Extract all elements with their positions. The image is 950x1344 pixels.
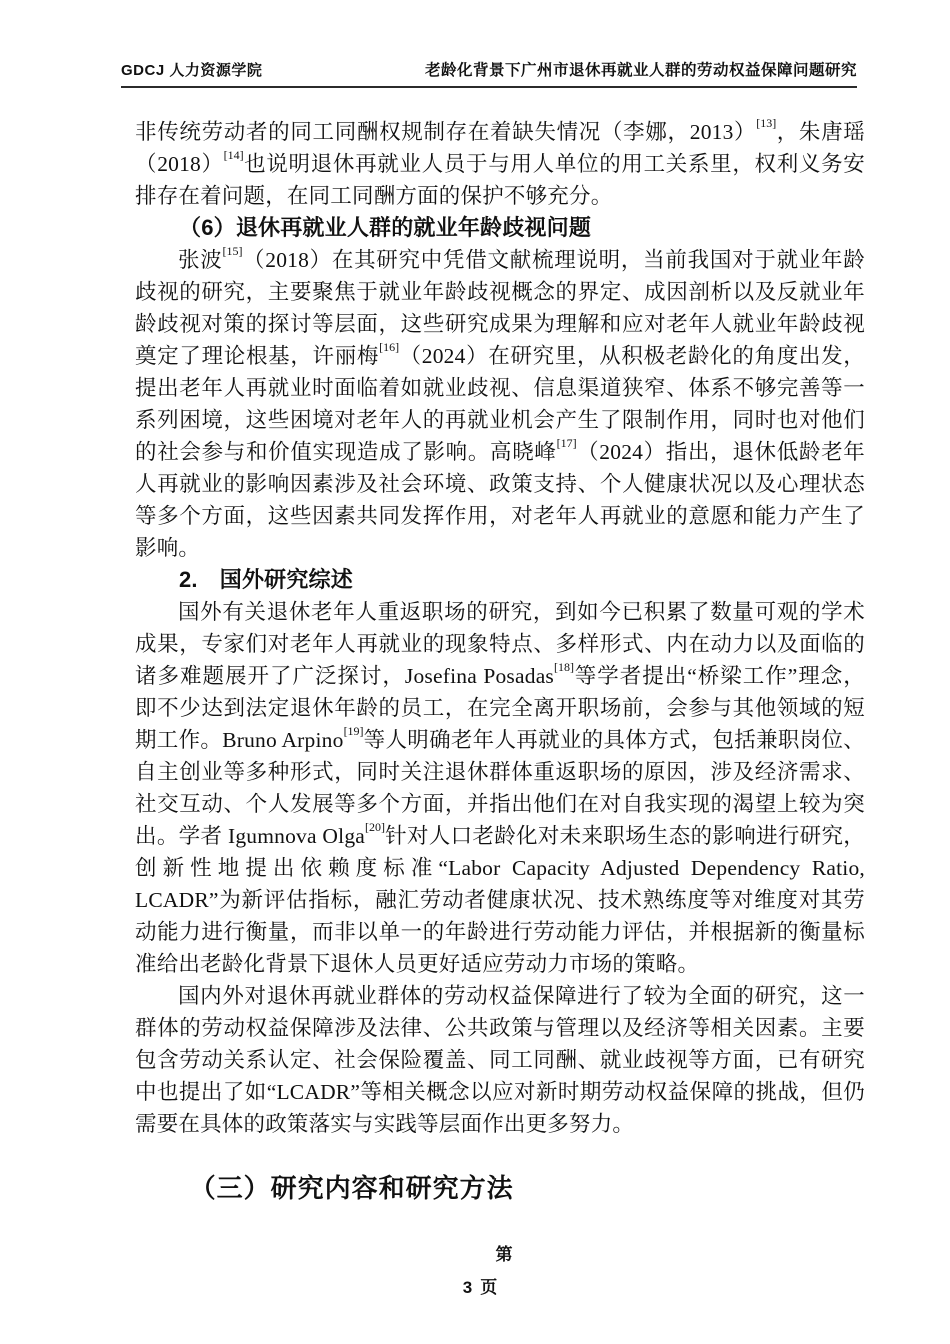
citation-19: [19]	[343, 724, 364, 738]
heading-age-discrimination: （6）退休再就业人群的就业年龄歧视问题	[179, 215, 592, 240]
citation-20: [20]	[365, 820, 386, 834]
heading-title: 国外研究综述	[219, 567, 353, 592]
paragraph-continuation	[135, 116, 865, 212]
text-run: 非传统劳动者的同工同酬权规制存在着缺失情况（李娜，2013）	[135, 120, 757, 144]
page-number-prefix: 第	[495, 1245, 513, 1264]
citation-17: [17]	[556, 436, 577, 450]
text-run: 张波	[178, 248, 223, 272]
header-thesis-title: 老龄化背景下广州市退休再就业人群的劳动权益保障问题研究	[424, 62, 857, 79]
page-number-line	[135, 1271, 865, 1304]
header-school-name: GDCJ 人力资源学院	[121, 62, 263, 79]
text-run: 针对人口老龄化对未来职场生态的影响进行研究，创新性地提出依赖度标准“Labor Capacity Adjusted Dependency Ratio, LCADR”为新评估指标，融汇劳动者健康状况、技术熟练度等对维度对其劳动能力进行衡量，而非以单一的年龄进行劳动能力评估，并根据新的衡量标准给出老龄化背景下退休人员更好适应劳动力市场的策略。	[135, 824, 865, 976]
heading-number: 2.	[179, 567, 198, 592]
paragraph-summary: 国内外对退休再就业群体的劳动权益保障进行了较为全面的研究，这一群体的劳动权益保障涉及法律、公共政策与管理以及经济等相关因素。主要包含劳动关系认定、社会保险覆盖、同工同酬、就业歧视等方面，已有研究中也提出了如“LCADR”等相关概念以应对新时期劳动权益保障的挑战，但仍需要在具体的政策落实与实践等层面作出更多努力。	[135, 984, 865, 1136]
text-run: （2024）指出，退休低龄老年人再就业的影响因素涉及社会环境、政策支持、个人健康状况以及心理状态等多个方面，这些因素共同发挥作用，对老年人再就业的意愿和能力产生了影响。	[135, 440, 865, 560]
text-run: 国外有关退休老年人重返职场的研究，到如今已积累了数量可观的学术成果，专家们对老年人再就业的现象特点、多样形式、内在动力以及面临的诸多难题展开了广泛探讨，Josefina Posadas	[135, 600, 865, 688]
document-body	[135, 116, 865, 1206]
text-run: ，朱唐瑶（2018）	[135, 120, 865, 176]
text-run: 也说明退休再就业人员于与用人单位的用工关系里，权利义务安排存在着问题，在同工同酬方面的保护不够充分。	[135, 152, 865, 208]
citation-15: [15]	[222, 244, 243, 258]
page-number: 3	[462, 1278, 473, 1297]
text-run: （2018）在其研究中凭借文献梳理说明，当前我国对于就业年龄歧视的研究，主要聚焦于就业年龄歧视概念的界定、成因剖析以及反就业年龄歧视对策的探讨等层面，这些研究成果为理解和应对老年人就业年龄歧视奠定了理论根基，许丽梅	[135, 248, 865, 368]
paragraph-domestic-age-discrimination	[135, 244, 865, 564]
citation-14: [14]	[223, 148, 244, 162]
page-header	[121, 58, 857, 88]
text-run: （2024）在研究里，从积极老龄化的角度出发，提出老年人再就业时面临着如就业歧视、信息渠道狭窄、体系不够完善等一系列困境，这些困境对老年人的再就业机会产生了限制作用，同时也对他们的社会参与和价值实现造成了影响。高晓峰	[135, 344, 865, 464]
citation-18: [18]	[554, 660, 575, 674]
text-run: 等人明确老年人再就业的具体方式，包括兼职岗位、自主创业等多种形式，同时关注退休群体重返职场的原因，涉及经济需求、社交互动、个人发展等多个方面，并指出他们在对自我实现的渴望上较为突出。学者 Igumnova Olga	[135, 728, 865, 848]
page-footer	[135, 1238, 865, 1304]
heading-research-content-methods: （三）研究内容和研究方法	[189, 1173, 514, 1203]
citation-16: [16]	[379, 340, 400, 354]
citation-13: [13]	[756, 116, 777, 130]
text-run: 等学者提出“桥梁工作”理念，即不少达到法定退休年龄的员工，在完全离开职场前，会参与其他领域的短期工作。Bruno Arpino	[135, 664, 865, 752]
heading-foreign-research-review	[135, 564, 865, 596]
page-number-suffix: 页	[480, 1278, 498, 1297]
paragraph-foreign-research	[135, 596, 865, 980]
